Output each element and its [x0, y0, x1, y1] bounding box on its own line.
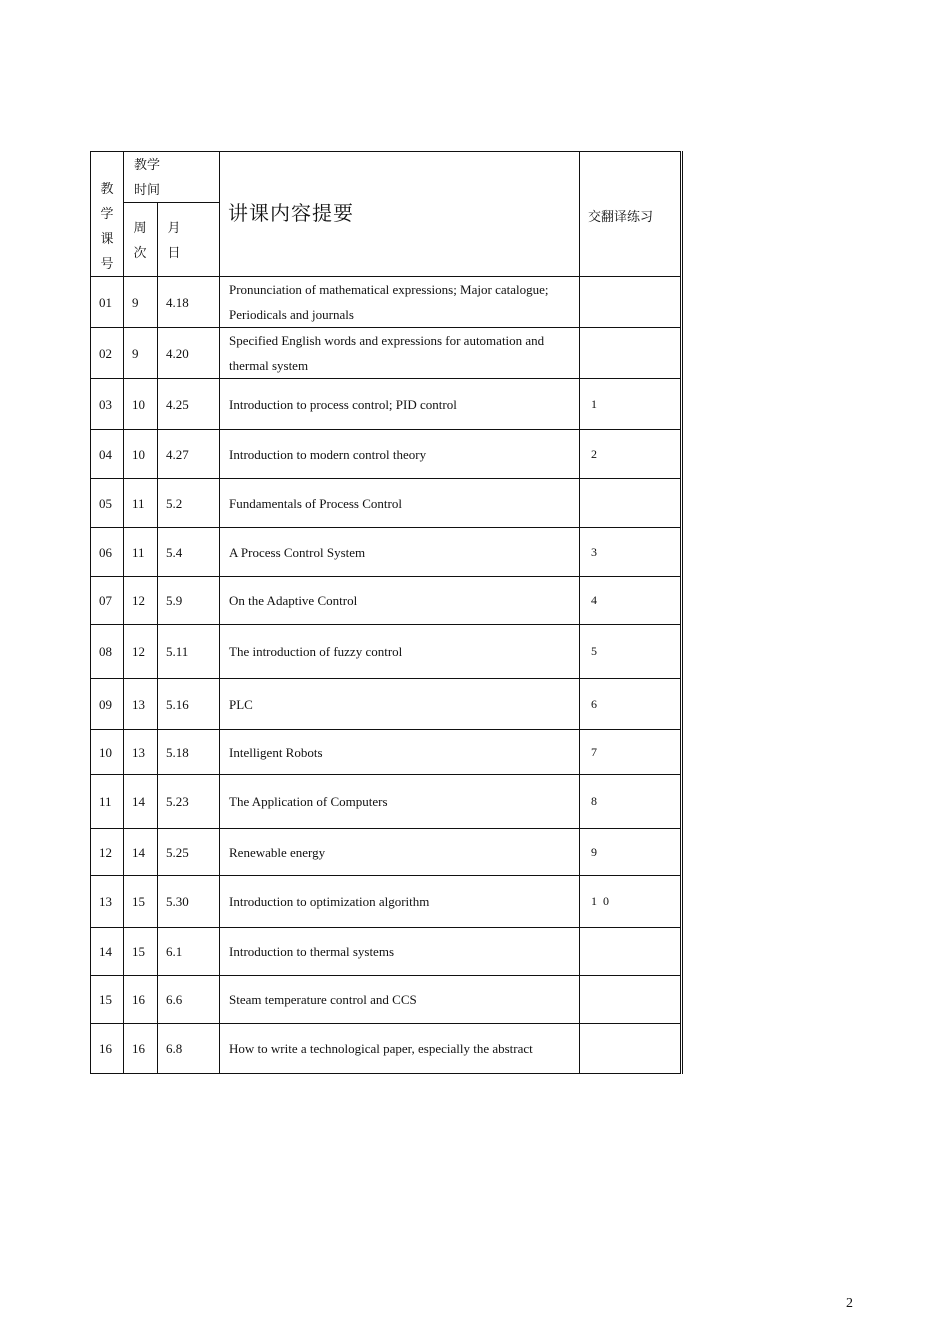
cell-week: 16	[124, 1024, 158, 1074]
cell-lesson-no: 01	[91, 277, 124, 328]
cell-lesson-no: 08	[91, 625, 124, 679]
cell-date: 5.4	[158, 528, 220, 577]
cell-lesson-no: 09	[91, 679, 124, 730]
table-row	[91, 730, 682, 775]
table-row	[91, 876, 682, 928]
table-row	[91, 430, 682, 479]
cell-lesson-no: 04	[91, 430, 124, 479]
table-row	[91, 976, 682, 1024]
cell-week: 9	[124, 277, 158, 328]
cell-topic: Specified English words and expressions for automation and thermal system	[220, 328, 580, 379]
cell-week: 14	[124, 775, 158, 829]
cell-topic: The Application of Computers	[220, 775, 580, 829]
cell-exercise	[580, 277, 682, 328]
cell-date: 4.27	[158, 430, 220, 479]
table-row	[91, 379, 682, 430]
table-row	[91, 479, 682, 528]
cell-date: 5.30	[158, 876, 220, 928]
cell-exercise	[580, 479, 682, 528]
cell-week: 10	[124, 430, 158, 479]
header-exercise-text: 交翻译练习	[588, 209, 654, 224]
cell-topic: Steam temperature control and CCS	[220, 976, 580, 1024]
cell-lesson-no: 16	[91, 1024, 124, 1074]
cell-date: 5.23	[158, 775, 220, 829]
cell-exercise: 3	[580, 528, 682, 577]
cell-lesson-no: 15	[91, 976, 124, 1024]
cell-topic: The introduction of fuzzy control	[220, 625, 580, 679]
header-content-summary-text: 讲课内容提要	[228, 202, 354, 225]
cell-topic: Fundamentals of Process Control	[220, 479, 580, 528]
cell-topic: How to write a technological paper, especially the abstract	[220, 1024, 580, 1074]
cell-topic: Introduction to thermal systems	[220, 928, 580, 976]
cell-lesson-no: 03	[91, 379, 124, 430]
header-teaching-time-text: 教学时间	[134, 157, 161, 198]
cell-date: 6.1	[158, 928, 220, 976]
table-row	[91, 928, 682, 976]
cell-lesson-no: 11	[91, 775, 124, 829]
cell-topic: A Process Control System	[220, 528, 580, 577]
header-lesson-no	[91, 152, 124, 277]
cell-date: 6.8	[158, 1024, 220, 1074]
table-row	[91, 1024, 682, 1074]
cell-topic: Introduction to process control; PID control	[220, 379, 580, 430]
cell-week: 11	[124, 528, 158, 577]
cell-topic: On the Adaptive Control	[220, 577, 580, 625]
cell-exercise: 2	[580, 430, 682, 479]
cell-exercise	[580, 328, 682, 379]
cell-exercise: 8	[580, 775, 682, 829]
header-exercise	[580, 152, 682, 277]
cell-lesson-no: 02	[91, 328, 124, 379]
cell-lesson-no: 14	[91, 928, 124, 976]
cell-date: 5.11	[158, 625, 220, 679]
cell-topic: Renewable energy	[220, 829, 580, 876]
table-row	[91, 577, 682, 625]
table-row	[91, 679, 682, 730]
cell-date: 4.18	[158, 277, 220, 328]
cell-topic: PLC	[220, 679, 580, 730]
cell-week: 9	[124, 328, 158, 379]
cell-week: 15	[124, 876, 158, 928]
cell-week: 11	[124, 479, 158, 528]
cell-week: 10	[124, 379, 158, 430]
header-teaching-time	[124, 152, 220, 203]
cell-exercise: 9	[580, 829, 682, 876]
cell-exercise	[580, 976, 682, 1024]
header-month-day	[158, 203, 220, 277]
cell-lesson-no: 05	[91, 479, 124, 528]
cell-week: 16	[124, 976, 158, 1024]
cell-date: 5.9	[158, 577, 220, 625]
course-schedule-table	[90, 151, 683, 1074]
cell-week: 12	[124, 577, 158, 625]
header-week-text: 周次	[133, 219, 147, 260]
cell-topic: Introduction to optimization algorithm	[220, 876, 580, 928]
table-row	[91, 829, 682, 876]
cell-topic: Intelligent Robots	[220, 730, 580, 775]
header-lesson-no-text: 教学课号	[100, 181, 114, 271]
cell-date: 5.18	[158, 730, 220, 775]
cell-exercise: 1	[580, 379, 682, 430]
cell-exercise: 5	[580, 625, 682, 679]
cell-week: 14	[124, 829, 158, 876]
cell-lesson-no: 07	[91, 577, 124, 625]
cell-date: 4.25	[158, 379, 220, 430]
cell-lesson-no: 13	[91, 876, 124, 928]
cell-week: 13	[124, 679, 158, 730]
cell-exercise: 10	[580, 876, 682, 928]
cell-lesson-no: 10	[91, 730, 124, 775]
header-month-day-text: 月日	[167, 219, 181, 260]
cell-date: 5.25	[158, 829, 220, 876]
cell-exercise: 4	[580, 577, 682, 625]
cell-date: 4.20	[158, 328, 220, 379]
cell-topic: Pronunciation of mathematical expressions; Major catalogue; Periodicals and journals	[220, 277, 580, 328]
table-row	[91, 528, 682, 577]
cell-date: 5.16	[158, 679, 220, 730]
cell-date: 5.2	[158, 479, 220, 528]
table-row	[91, 328, 682, 379]
cell-exercise	[580, 928, 682, 976]
cell-exercise: 7	[580, 730, 682, 775]
table-row	[91, 625, 682, 679]
cell-week: 15	[124, 928, 158, 976]
table-row	[91, 775, 682, 829]
table-row	[91, 277, 682, 328]
cell-topic: Introduction to modern control theory	[220, 430, 580, 479]
cell-exercise	[580, 1024, 682, 1074]
cell-exercise: 6	[580, 679, 682, 730]
cell-lesson-no: 12	[91, 829, 124, 876]
header-content-summary	[220, 152, 580, 277]
cell-week: 13	[124, 730, 158, 775]
cell-date: 6.6	[158, 976, 220, 1024]
cell-lesson-no: 06	[91, 528, 124, 577]
cell-week: 12	[124, 625, 158, 679]
page-number: 2	[846, 1296, 853, 1311]
header-week	[124, 203, 158, 277]
